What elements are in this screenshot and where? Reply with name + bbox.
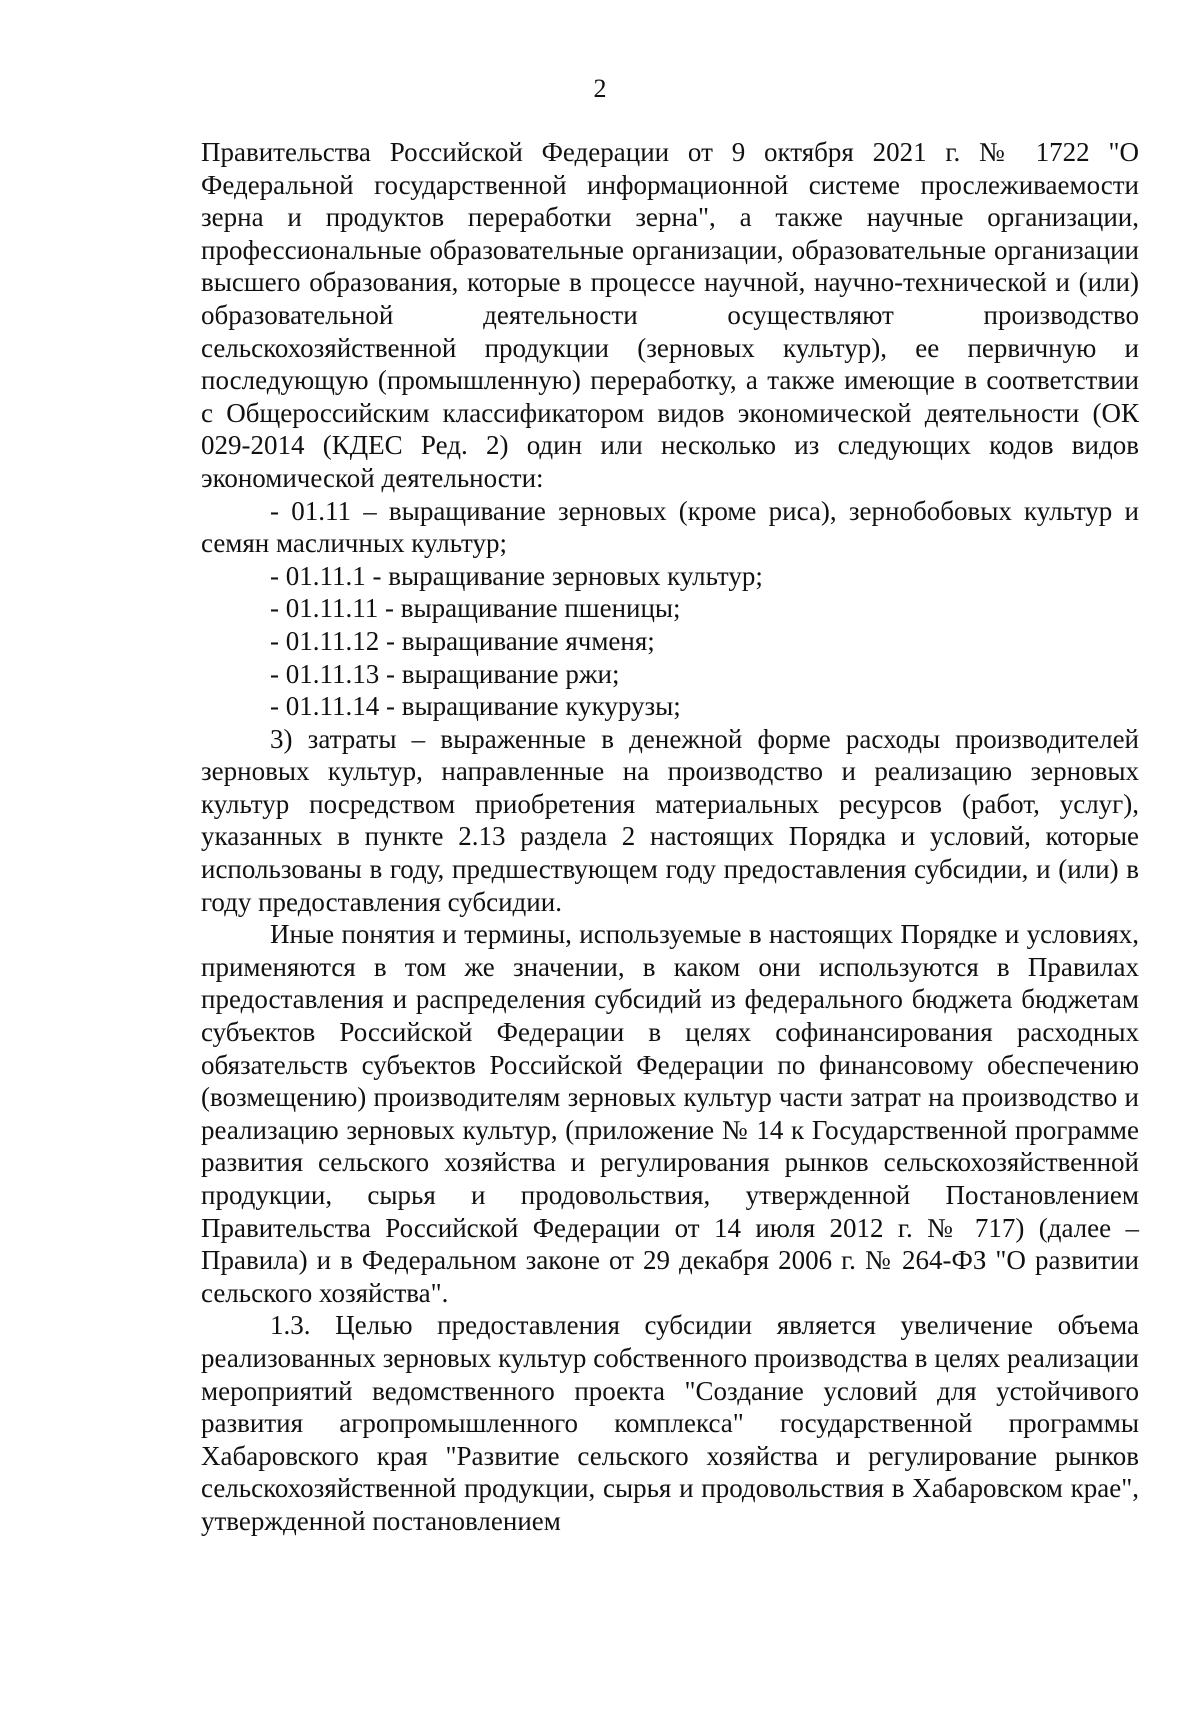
list-item: - 01.11.14 - выращивание кукурузы; (270, 691, 681, 722)
page-number: 2 (593, 74, 607, 103)
document-body (201, 136, 1139, 1538)
paragraph-subsidy-purpose: 1.3. Целью предоставления субсидии является увеличение объема реализованных зерновых культур собственного производства в целях реализации мероприятий ведомственного проекта "Создание условий для устойчивого развития агропромышленного комплекса" государственной программы Хабаровского края "Развитие сельского хозяйства и регулирование рынков сельскохозяйственной продукции, сырья и продовольствия в Хабаровском крае", утвержденной постановлением (201, 1310, 1139, 1536)
list-item: - 01.11 – выращивание зерновых (кроме риса), зернобобовых культур и семян масличных культур; (201, 495, 1139, 559)
list-item: - 01.11.11 - выращивание пшеницы; (270, 593, 681, 624)
paragraph-continuation: Правительства Российской Федерации от 9 октября 2021 г. № 1722 "О Федеральной государственной информационной системе прослеживаемости зерна и продуктов переработки зерна", а также научные организации, профессиональные образовательные организации, образовательные организации высшего образования, которые в процессе научной, научно-технической и (или) образовательной деятельности осуществляют производство сельскохозяйственной продукции (зерновых культур), ее первичную и последующую (промышленную) переработку, а также имеющие в соответствии с Общероссийским классификатором видов экономической деятельности (ОК 029-2014 (КДЕС Ред. 2) один или несколько из следующих кодов видов экономической деятельности: (201, 137, 1139, 493)
list-item: - 01.11.1 - выращивание зерновых культур; (270, 560, 763, 591)
list-item: - 01.11.12 - выращивание ячменя; (270, 625, 655, 656)
paragraph-costs-definition: 3) затраты – выраженные в денежной форме расходы производителей зерновых культур, направленные на производство и реализацию зерновых культур посредством приобретения материальных ресурсов (работ, услуг), указанных в пункте 2.13 раздела 2 настоящих Порядка и условий, которые использованы в году, предшествующем году предоставления субсидии, и (или) в году предоставления субсидии. (201, 723, 1139, 917)
paragraph-other-terms: Иные понятия и термины, используемые в настоящих Порядке и условиях, применяются в том же значении, в каком они используются в Правилах предоставления и распределения субсидий из федерального бюджета бюджетам субъектов Российской Федерации в целях софинансирования расходных обязательств субъектов Российской Федерации по финансовому обеспечению (возмещению) производителям зерновых культур части затрат на производство и реализацию зерновых культур, (приложение № 14 к Государственной программе развития сельского хозяйства и регулирования рынков сельскохозяйственной продукции, сырья и продовольствия, утвержденной Постановлением Правительства Российской Федерации от 14 июля 2012 г. № 717) (далее – Правила) и в Федеральном законе от 29 декабря 2006 г. № 264-ФЗ "О развитии сельского хозяйства". (201, 919, 1139, 1308)
list-item: - 01.11.13 - выращивание ржи; (270, 658, 620, 689)
